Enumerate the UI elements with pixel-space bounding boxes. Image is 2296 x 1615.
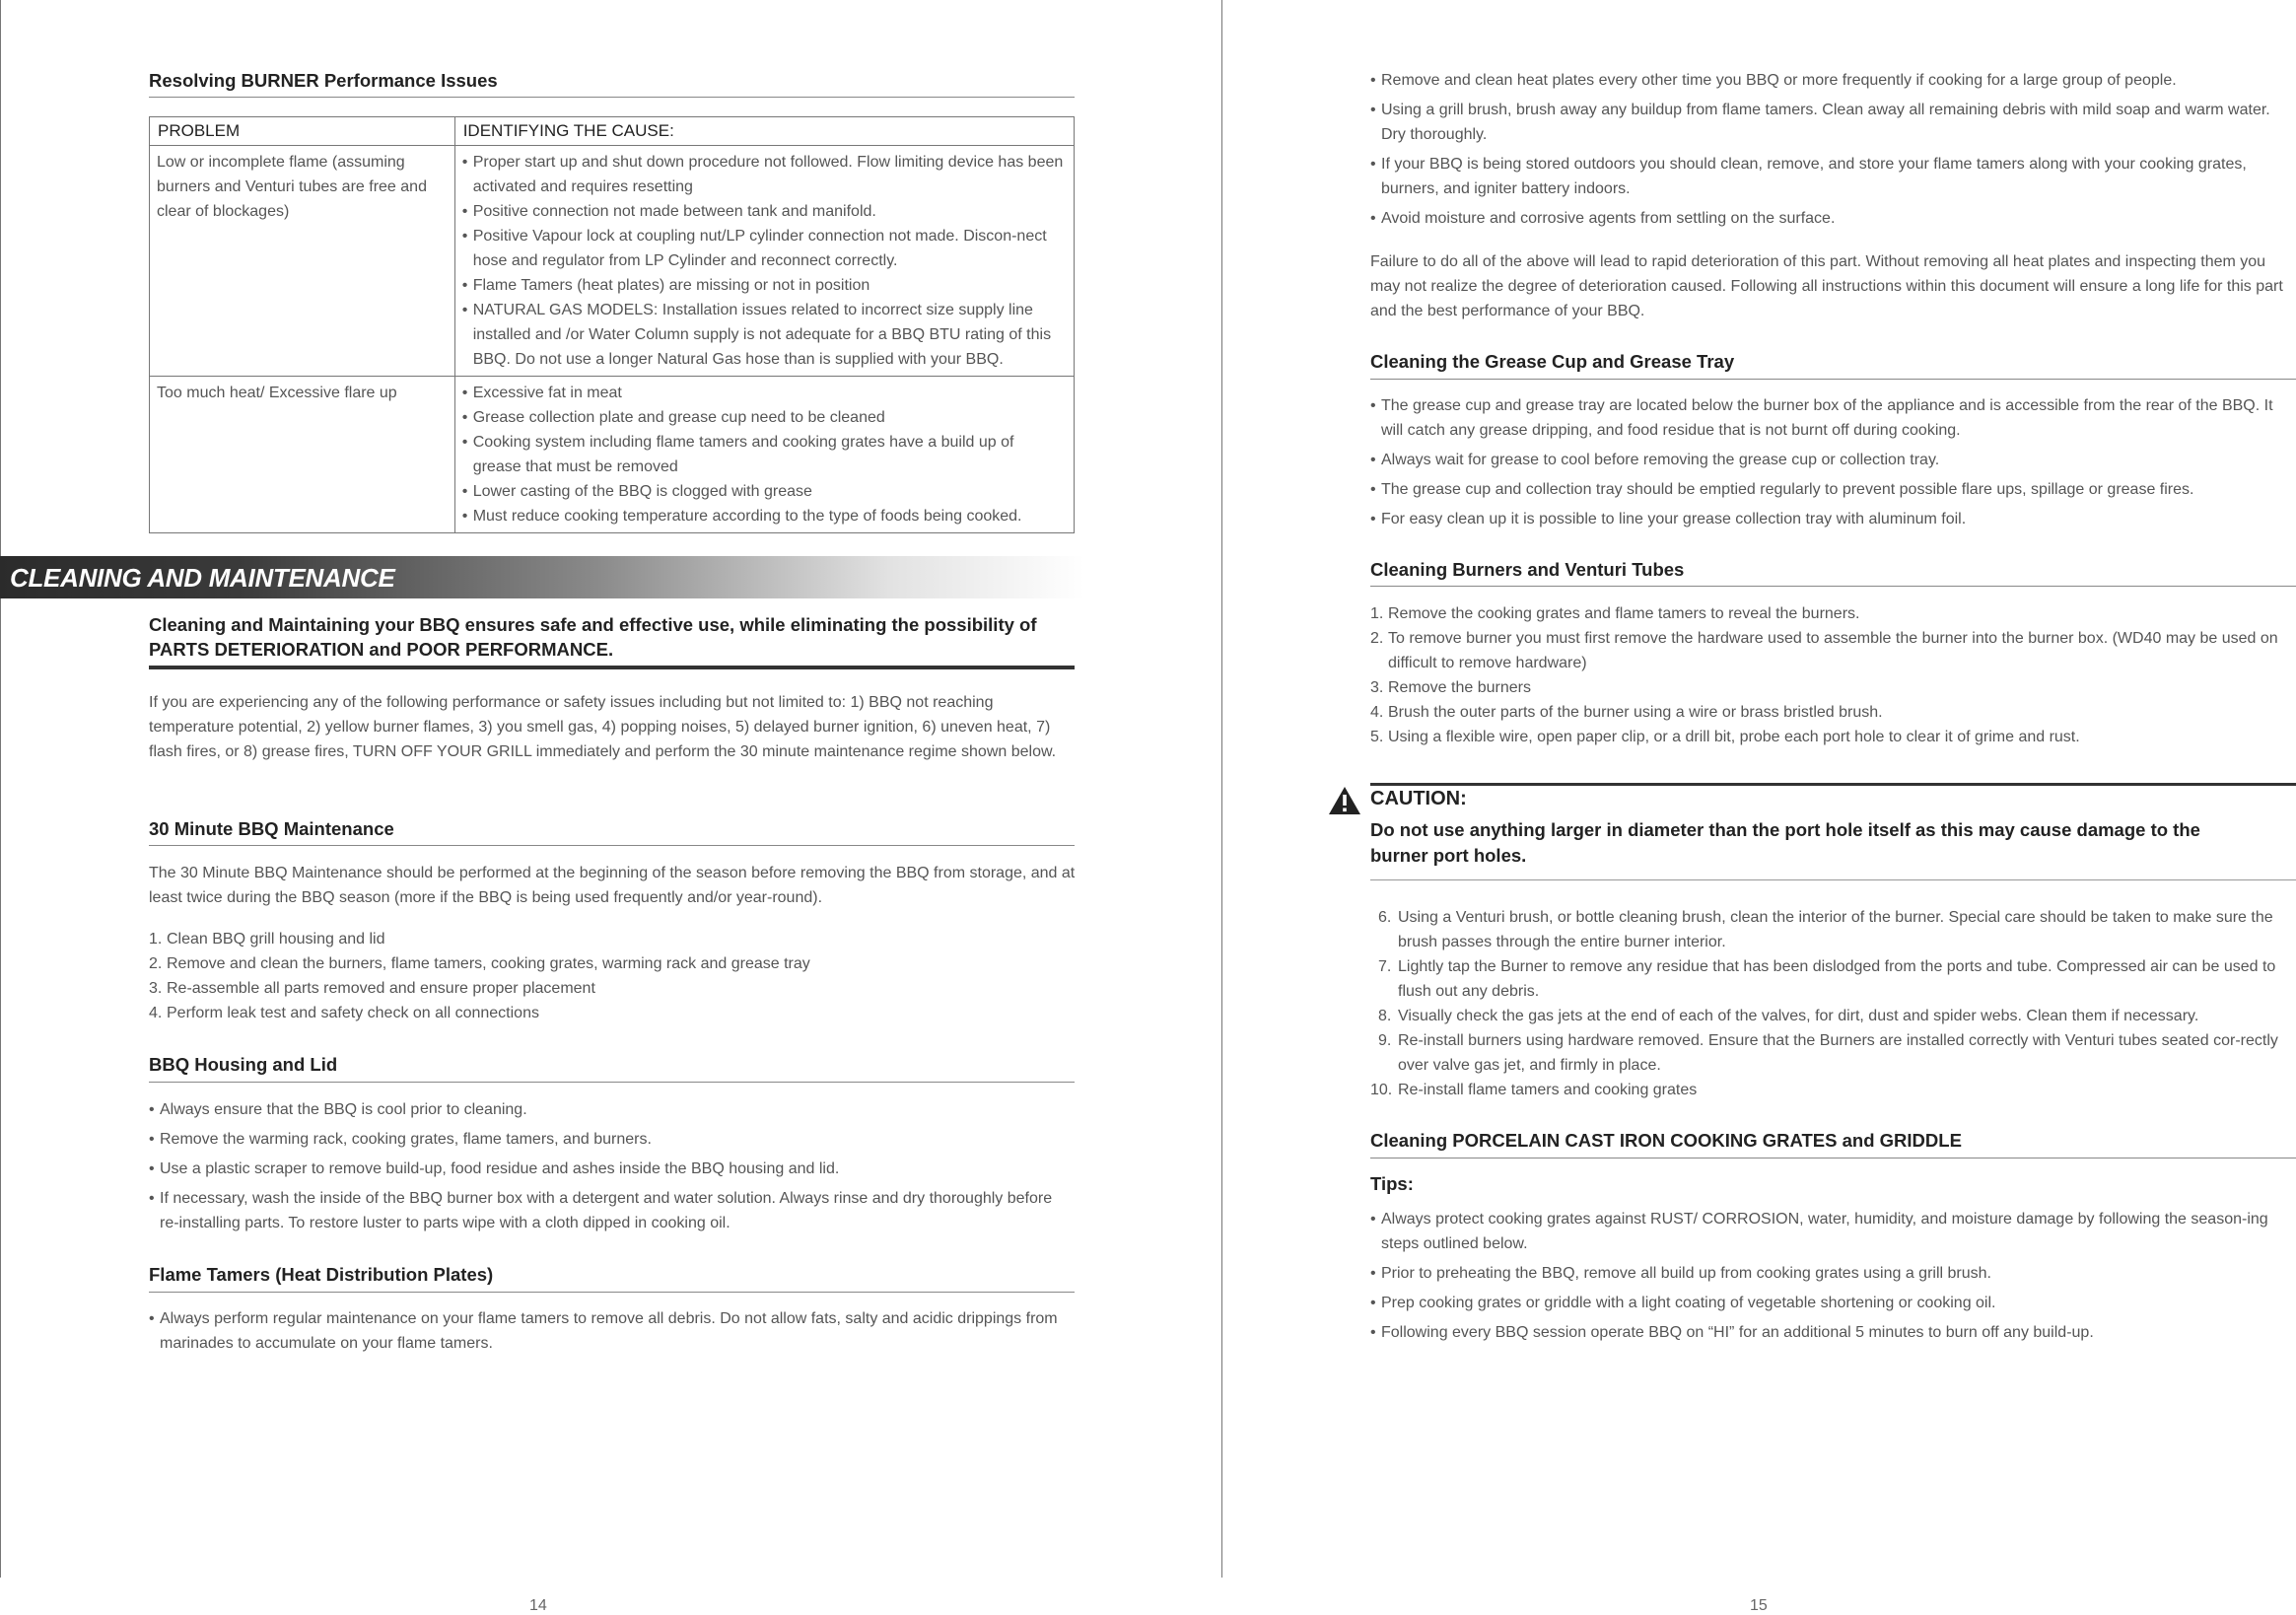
list-item: 7. Lightly tap the Burner to remove any residue that has been dislodged from the ports and tube. Compressed air can be used to flush out any debris. <box>1378 958 2276 1000</box>
cause-item: • Proper start up and shut down procedure not followed. Flow limiting device has been activated and requires resetting <box>462 150 1066 199</box>
page-number-left: 14 <box>529 1597 547 1614</box>
list-item: • Always wait for grease to cool before removing the grease cup or collection tray. <box>1370 448 2292 472</box>
section-banner <box>0 556 1084 598</box>
cause-item: • Must reduce cooking temperature according to the type of foods being cooked. <box>462 504 1066 528</box>
burner-steps <box>1370 601 2292 749</box>
heading-rule <box>149 1292 1075 1293</box>
cause-item: • Lower casting of the BBQ is clogged with grease <box>462 479 1066 504</box>
grates-heading: Cleaning PORCELAIN CAST IRON COOKING GRATES and GRIDDLE <box>1370 1130 1962 1151</box>
maintenance-steps <box>149 927 1080 1025</box>
list-item: 8. Visually check the gas jets at the end of each of the valves, for dirt, dust and spider webs. Clean them if necessary. <box>1378 1008 2199 1024</box>
list-item: • Remove the warming rack, cooking grates, flame tamers, and burners. <box>149 1127 1056 1152</box>
warning-triangle-icon <box>1328 786 1361 815</box>
caution-text: Do not use anything larger in diameter than the port hole itself as this may cause damage to the burner port holes. <box>1370 819 2200 866</box>
list-item: • For easy clean up it is possible to line your grease collection tray with aluminum foil. <box>1370 507 2292 531</box>
failure-paragraph: Failure to do all of the above will lead to rapid deterioration of this part. Without removing all heat plates and inspecting them you may not realize the degree of deterioration caused. Following all instructions within this document will ensure a long life for this part and the best performance of your BBQ. <box>1370 253 2283 319</box>
cause-item: • Positive connection not made between tank and manifold. <box>462 199 1066 224</box>
intro-bold-statement: Cleaning and Maintaining your BBQ ensures safe and effective use, while eliminating the possibility of PARTS DETERIORATION and POOR PERFORMANCE. <box>149 614 1037 660</box>
table-row <box>150 146 1075 377</box>
list-item: 2. To remove burner you must first remove the hardware used to assemble the burner into the burner box. (WD40 may be used on difficult to remove hardware) <box>1370 630 2278 671</box>
list-item: 4. Brush the outer parts of the burner using a wire or brass bristled brush. <box>1370 704 1883 721</box>
list-item: • If your BBQ is being stored outdoors you should clean, remove, and store your flame tamers along with your cooking grates, burners, and igniter battery indoors. <box>1370 152 2292 201</box>
list-item: 1. Remove the cooking grates and flame tamers to reveal the burners. <box>1370 605 1860 622</box>
cause-item: • Grease collection plate and grease cup need to be cleaned <box>462 405 1066 430</box>
list-item: • Prep cooking grates or griddle with a light coating of vegetable shortening or cooking oil. <box>1370 1291 2292 1315</box>
heading-rule <box>149 845 1075 846</box>
list-item: 6. Using a Venturi brush, or bottle cleaning brush, clean the interior of the burner. Special care should be taken to make sure the brush passes through the entire burner interior. <box>1378 909 2273 950</box>
heading-rule <box>149 97 1075 98</box>
intro-thick-rule <box>149 666 1075 669</box>
list-item: • Always protect cooking grates against RUST/ CORROSION, water, humidity, and moisture damage by following the season-ing steps outlined below. <box>1370 1207 2292 1256</box>
list-item: 3. Remove the burners <box>1370 679 1531 696</box>
table-row <box>150 377 1075 533</box>
cause-item: • Cooking system including flame tamers and cooking grates have a build up of grease that must be removed <box>462 430 1066 479</box>
list-item: 5. Using a flexible wire, open paper clip, or a drill bit, probe each port hole to clear it of grime and rust. <box>1370 729 2080 745</box>
caution-top-bar <box>1370 783 2296 786</box>
cause-item: • NATURAL GAS MODELS: Installation issues related to incorrect size supply line installed and /or Water Column supply is not adequate for a BBQ BTU rating of this BBQ. Do not use a longer Natural Gas hose than is supplied with your BBQ. <box>462 298 1066 372</box>
housing-bullets <box>149 1097 1056 1240</box>
list-item: • If necessary, wash the inside of the BBQ burner box with a detergent and water solution. Always rinse and dry thoroughly before re-installing parts. To restore luster to parts wipe with a cloth dipped in cooking oil. <box>149 1186 1056 1235</box>
table-header-row <box>150 117 1075 146</box>
table-header-cause: IDENTIFYING THE CAUSE: <box>454 117 1074 146</box>
page-number-right: 15 <box>1750 1597 1768 1614</box>
cause-item: • Flame Tamers (heat plates) are missing or not in position <box>462 273 1066 298</box>
burner-troubleshooting-table <box>149 116 1075 533</box>
cause-item: • Positive Vapour lock at coupling nut/LP cylinder connection not made. Discon-nect hose and regulator from LP Cylinder and reconnect correctly. <box>462 224 1066 273</box>
list-item: 3. Re-assemble all parts removed and ensure proper placement <box>149 980 595 997</box>
list-item: • Avoid moisture and corrosive agents from settling on the surface. <box>1370 206 2292 231</box>
burner-issues-heading: Resolving BURNER Performance Issues <box>149 70 498 91</box>
housing-heading: BBQ Housing and Lid <box>149 1054 338 1075</box>
list-item: 4. Perform leak test and safety check on all connections <box>149 1005 539 1021</box>
list-item: 10. Re-install flame tamers and cooking grates <box>1370 1082 1698 1098</box>
grease-heading: Cleaning the Grease Cup and Grease Tray <box>1370 351 1735 372</box>
section-banner-title: CLEANING AND MAINTENANCE <box>10 563 395 593</box>
tips-bullets <box>1370 1207 2292 1350</box>
cause-cell <box>454 146 1074 377</box>
intro-paragraph: If you are experiencing any of the following performance or safety issues including but not limited to: 1) BBQ not reaching temperature potential, 2) yellow burner flames, 3) you smell gas, 4) popping noises, 5) delayed burner ignition, 6) uneven heat, 7) flash fires, or 8) grease fires, TURN OFF YOUR GRILL immediately and perform the 30 minute maintenance regime shown below. <box>149 694 1057 760</box>
heading-rule <box>1370 586 2296 587</box>
list-item: • Use a plastic scraper to remove build-up, food residue and ashes inside the BBQ housing and lid. <box>149 1157 1056 1181</box>
list-item: • Prior to preheating the BBQ, remove all build up from cooking grates using a grill brush. <box>1370 1261 2292 1286</box>
tips-label: Tips: <box>1370 1173 1414 1194</box>
list-item: 9. Re-install burners using hardware removed. Ensure that the Burners are installed correctly with Venturi tubes seated cor-rectly over valve gas jet, and firmly in place. <box>1378 1032 2278 1074</box>
cause-cell <box>454 377 1074 533</box>
list-item: • Remove and clean heat plates every other time you BBQ or more frequently if cooking for a large group of people. <box>1370 68 2292 93</box>
caution-title: CAUTION: <box>1370 788 1467 809</box>
heading-rule <box>149 1082 1075 1083</box>
problem-cell: Too much heat/ Excessive flare up <box>150 377 455 533</box>
caution-bottom-rule <box>1370 879 2296 880</box>
burners-heading: Cleaning Burners and Venturi Tubes <box>1370 559 1685 580</box>
list-item: • Always ensure that the BBQ is cool prior to cleaning. <box>149 1097 1056 1122</box>
heading-rule <box>1370 1158 2296 1159</box>
list-item: 2. Remove and clean the burners, flame tamers, cooking grates, warming rack and grease tray <box>149 955 810 972</box>
table-header-problem: PROBLEM <box>150 117 455 146</box>
list-item: 1. Clean BBQ grill housing and lid <box>149 931 385 948</box>
list-item: • The grease cup and collection tray should be emptied regularly to prevent possible flare ups, spillage or grease fires. <box>1370 477 2292 502</box>
problem-cell: Low or incomplete flame (assuming burners and Venturi tubes are free and clear of blockages) <box>150 146 455 377</box>
maintenance-heading: 30 Minute BBQ Maintenance <box>149 818 394 839</box>
flame-tamers-heading: Flame Tamers (Heat Distribution Plates) <box>149 1264 494 1285</box>
burner-steps-continued <box>1370 905 2292 1102</box>
list-item: • Following every BBQ session operate BBQ on “HI” for an additional 5 minutes to burn off any build-up. <box>1370 1320 2292 1345</box>
maintenance-paragraph: The 30 Minute BBQ Maintenance should be performed at the beginning of the season before removing the BBQ from storage, and at least twice during the BBQ season (more if the BBQ is being used frequently and/or year-round). <box>149 865 1076 906</box>
grease-bullets <box>1370 393 2292 536</box>
heading-rule <box>1370 379 2296 380</box>
list-item: • Always perform regular maintenance on your flame tamers to remove all debris. Do not allow fats, salty and acidic drippings from marinades to accumulate on your flame tamers. <box>149 1306 1080 1356</box>
list-item: • The grease cup and grease tray are located below the burner box of the appliance and is accessible from the rear of the BBQ. It will catch any grease dripping, and food residue that is not burnt off during cooking. <box>1370 393 2292 443</box>
flame-tamers-bullets <box>149 1306 1080 1361</box>
list-item: • Using a grill brush, brush away any buildup from flame tamers. Clean away all remaining debris with mild soap and warm water. Dry thoroughly. <box>1370 98 2292 147</box>
cause-item: • Excessive fat in meat <box>462 381 1066 405</box>
flame-tamers-bullets-continued <box>1370 68 2292 236</box>
